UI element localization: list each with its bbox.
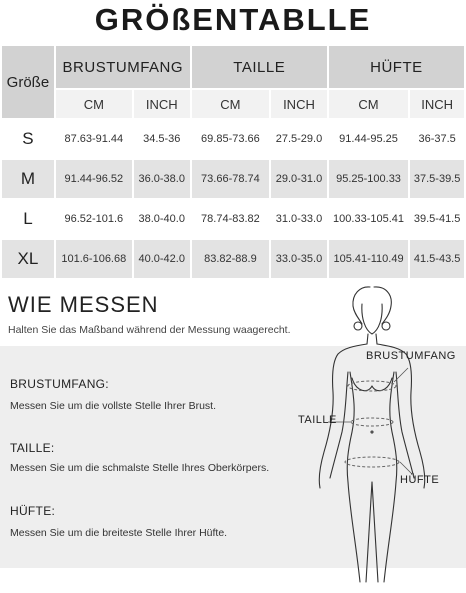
hip-group-header: HÜFTE <box>329 46 464 88</box>
bust-group-header: BRUSTUMFANG <box>56 46 190 88</box>
unit-header: CM <box>329 90 408 118</box>
table-row <box>2 200 464 238</box>
hip-heading: HÜFTE: <box>10 504 56 518</box>
hip-instruction: Messen Sie um die breiteste Stelle Ihrer Hüfte. <box>10 527 228 539</box>
bust-figure-label: BRUSTUMFANG <box>366 350 456 362</box>
size-label: XL <box>2 240 54 278</box>
table-row <box>2 240 464 278</box>
bust-heading: BRUSTUMFANG: <box>10 377 109 391</box>
size-label: S <box>2 120 54 158</box>
body-figure <box>290 282 466 593</box>
bust-instruction: Messen Sie um die vollste Stelle Ihrer Brust. <box>10 400 217 412</box>
table-cell: 41.5-43.5 <box>410 240 464 278</box>
table-cell: 78.74-83.82 <box>192 200 269 238</box>
unit-header: INCH <box>134 90 190 118</box>
table-cell: 95.25-100.33 <box>329 160 408 198</box>
table-cell: 27.5-29.0 <box>271 120 327 158</box>
table-cell: 105.41-110.49 <box>329 240 408 278</box>
table-cell: 33.0-35.0 <box>271 240 327 278</box>
table-cell: 34.5-36 <box>134 120 190 158</box>
table-cell: 91.44-95.25 <box>329 120 408 158</box>
size-label: L <box>2 200 54 238</box>
size-column-header: Größe <box>2 46 54 118</box>
page-title: GRÖßENTABLLE <box>94 2 372 37</box>
table-cell: 91.44-96.52 <box>56 160 132 198</box>
guide-subtitle: Halten Sie das Maßband während der Messung waagerecht. <box>8 324 291 336</box>
table-cell: 101.6-106.68 <box>56 240 132 278</box>
waist-figure-label: TAILLE <box>298 414 337 426</box>
unit-header: INCH <box>271 90 327 118</box>
table-cell: 100.33-105.41 <box>329 200 408 238</box>
waist-heading: TAILLE: <box>10 441 55 455</box>
unit-header: CM <box>192 90 269 118</box>
table-row <box>2 120 464 158</box>
waist-instruction: Messen Sie um die schmalste Stelle Ihres Oberkörpers. <box>10 462 270 474</box>
size-table <box>0 44 466 280</box>
size-label: M <box>2 160 54 198</box>
table-cell: 69.85-73.66 <box>192 120 269 158</box>
table-cell: 39.5-41.5 <box>410 200 464 238</box>
unit-header: CM <box>56 90 132 118</box>
measuring-guide <box>0 282 466 593</box>
table-cell: 96.52-101.6 <box>56 200 132 238</box>
table-cell: 36-37.5 <box>410 120 464 158</box>
table-cell: 29.0-31.0 <box>271 160 327 198</box>
table-cell: 83.82-88.9 <box>192 240 269 278</box>
table-cell: 37.5-39.5 <box>410 160 464 198</box>
body-outline-icon <box>290 282 466 593</box>
table-cell: 40.0-42.0 <box>134 240 190 278</box>
unit-header: INCH <box>410 90 464 118</box>
guide-title: WIE MESSEN <box>8 292 159 317</box>
hip-figure-label: HÜFTE <box>400 474 440 486</box>
waist-group-header: TAILLE <box>192 46 327 88</box>
table-cell: 36.0-38.0 <box>134 160 190 198</box>
table-cell: 73.66-78.74 <box>192 160 269 198</box>
table-row <box>2 160 464 198</box>
table-cell: 31.0-33.0 <box>271 200 327 238</box>
table-cell: 38.0-40.0 <box>134 200 190 238</box>
table-cell: 87.63-91.44 <box>56 120 132 158</box>
